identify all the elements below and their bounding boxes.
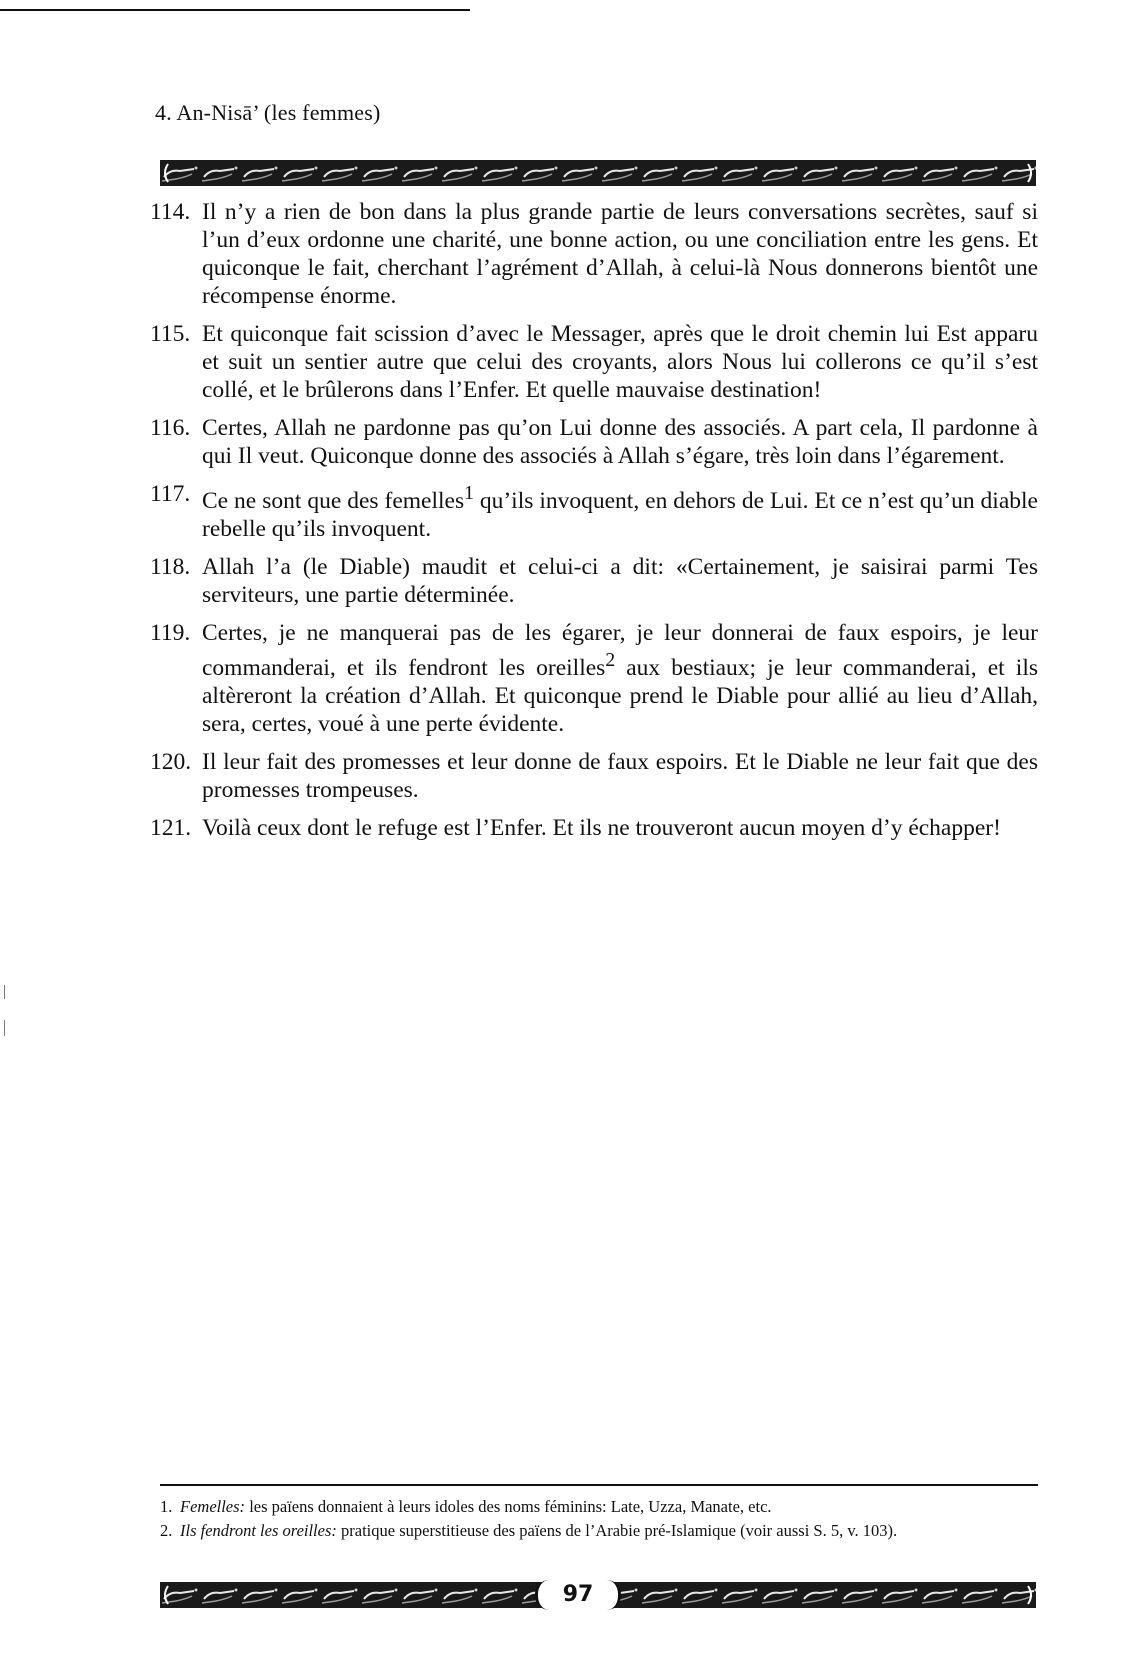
margin-mark <box>4 985 5 999</box>
footnote-text: les païens donnaient à leurs idoles des noms féminins: Late, Uzza, Manate, etc. <box>245 1497 772 1516</box>
verse-list <box>150 198 1038 852</box>
verse-text: Certes, Allah ne pardonne pas qu’on Lui donne des associés. A part cela, Il pardonne à qui Il veut. Quiconque donne des associés à Allah s’égare, très loin dans l’égarement. <box>202 415 1038 469</box>
footnotes <box>160 1497 1038 1545</box>
verse-number: 114. <box>150 199 191 225</box>
verse-text: Il n’y a rien de bon dans la plus grande partie de leurs conversations secrètes, sauf si l’un d’eux ordonne une charité, une bonne action, ou une conciliation entre les gens. Et quiconque le fait, cherchant l’agrément d’Allah, à celui-là Nous donnerons bientôt une récompense énorme. <box>202 199 1038 309</box>
verse-116 <box>150 414 1038 470</box>
verse-text: Il leur fait des promesses et leur donne de faux espoirs. Et le Diable ne leur fait que des promesses trompeuses. <box>202 748 1038 803</box>
ornament-pattern-icon <box>160 160 1036 186</box>
verse-text-part: Ce ne sont que des femelles <box>202 487 465 514</box>
footnote-2 <box>160 1521 1038 1541</box>
footnote-term: Ils fendront les oreilles: <box>180 1521 337 1540</box>
verse-text <box>202 480 1038 543</box>
verse-number: 115. <box>150 321 191 347</box>
top-rule <box>0 9 470 11</box>
footnote-reference[interactable]: 1 <box>464 483 474 504</box>
verse-text-part: aux bestiaux; je leur commanderai, et ils altèreront la création d’Allah. Et quiconque prend le Diable pour allié au lieu d’Allah, sera, certes, voué à une perte évidente. <box>202 654 1038 737</box>
verse-text: Voilà ceux dont le refuge est l’Enfer. Et ils ne trouveront aucun moyen d’y échapper! <box>202 814 1001 841</box>
footnote-body <box>180 1497 1038 1517</box>
footnote-text: pratique superstitieuse des païens de l’Arabie pré-Islamique (voir aussi S. 5, v. 103). <box>336 1521 898 1540</box>
decorative-band-top <box>160 160 1036 186</box>
verse-number: 119. <box>150 619 191 646</box>
verse-114 <box>150 198 1038 310</box>
verse-number: 117. <box>150 481 191 507</box>
footnote-body <box>180 1521 1038 1541</box>
footnote-number: 2. <box>160 1521 173 1540</box>
verse-120 <box>150 748 1038 804</box>
footnote-divider <box>160 1484 1038 1486</box>
verse-number: 121. <box>150 814 192 841</box>
footnote-number: 1. <box>160 1497 173 1516</box>
verse-number: 116. <box>150 415 191 441</box>
verse-117 <box>150 480 1038 543</box>
footnote-reference[interactable]: 2 <box>605 649 616 671</box>
verse-115 <box>150 320 1038 404</box>
verse-number: 118. <box>150 553 191 580</box>
verse-text-part: Certes, je ne manquerai pas de les égarer, je leur donnerai de faux espoirs, je leur commanderai, et ils fendront les oreilles <box>202 619 1038 681</box>
verse-118 <box>150 553 1038 609</box>
chapter-title: 4. An-Nisā’ (les femmes) <box>155 100 381 125</box>
verse-119 <box>150 619 1038 738</box>
verse-number: 120. <box>150 748 192 775</box>
verse-text <box>202 619 1038 738</box>
footnote-term: Femelles: <box>180 1497 246 1516</box>
verse-text-part: qu’ils invoquent, en dehors de Lui. Et ce n’est qu’un diable rebelle qu’ils invoquent. <box>202 487 1038 542</box>
verse-text: Et quiconque fait scission d’avec le Messager, après que le droit chemin lui Est apparu et suit un sentier autre que celui des croyants, alors Nous lui collerons ce qu’il s’est collé, et le brûlerons dans l’Enfer. Et quelle mauvaise destination! <box>202 321 1038 403</box>
verse-121 <box>150 814 1038 842</box>
page-number: 97 <box>535 1580 621 1610</box>
margin-mark <box>4 1020 5 1036</box>
verse-text: Allah l’a (le Diable) maudit et celui-ci a dit: «Certainement, je saisirai parmi Tes serviteurs, une partie déterminée. <box>202 553 1038 608</box>
footnote-1 <box>160 1497 1038 1517</box>
